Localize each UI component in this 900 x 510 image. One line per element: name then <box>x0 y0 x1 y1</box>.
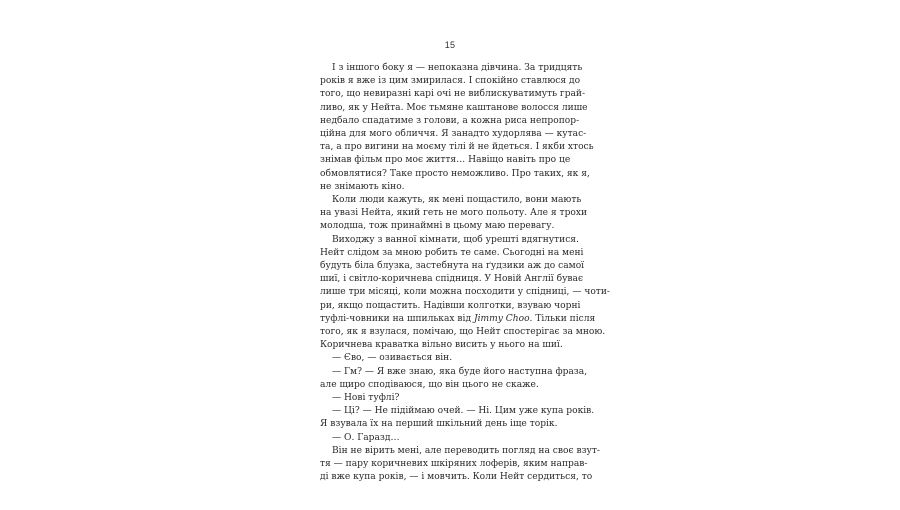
text-line: — Нові туфлі? <box>332 393 400 404</box>
text-line: але щиро сподіваюся, що він цього не скаже. <box>320 379 539 390</box>
body-text <box>320 62 610 485</box>
text-line: Коричнева краватка вільно висить у нього на шиї. <box>320 340 563 351</box>
paragraph <box>320 234 610 353</box>
text-line: того, що невиразні карі очі не виблискуватимуть грай- <box>320 89 586 100</box>
text-line: — Гм? — Я вже знаю, яка буде його наступна фраза, <box>332 366 588 377</box>
text-line: Виходжу з ванної кімнати, щоб урешті вдягнутися. <box>332 234 579 245</box>
text-line: тя — пару коричневих шкіряних лоферів, яким направ- <box>320 459 588 470</box>
text-line: знімав фільм про моє життя… Навіщо навіть про це <box>320 155 571 166</box>
text-line: ри, якщо пощастить. Надівши колготки, взуваю чорні <box>320 300 581 311</box>
text-line: та, а про вигини на моєму тілі й не йдеться. І якби хтось <box>320 142 594 153</box>
text-line: не знімають кіно. <box>320 181 405 192</box>
text-line: лише три місяці, коли можна посходити у спідниці, — чоти- <box>320 287 610 298</box>
text-line: ливо, як у Нейта. Моє тьмяне каштанове волосся лише <box>320 102 588 113</box>
text-line: І з іншого боку я — непоказна дівчина. За тридцять <box>332 63 583 73</box>
paragraph <box>320 392 560 405</box>
paragraph <box>320 62 594 194</box>
text-line: — О. Гаразд… <box>332 432 400 443</box>
text-line: років я вже із цим змирилася. І спокійно ставлюся до <box>320 76 581 87</box>
text-line: — Ці? — Не підіймаю очей. — Ні. Цим уже купа років. <box>332 406 595 417</box>
text-line: ційна для мого обличчя. Я занадто худорлява — кутас- <box>320 129 587 140</box>
text-line: Він не вірить мені, але переводить погляд на своє взут- <box>332 445 600 456</box>
paragraph <box>320 405 595 431</box>
text-line: обмовлятися? Таке просто неможливо. Про таких, як я, <box>320 168 590 179</box>
text-line: шиї, і світло-коричнева спідниця. У Новій Англії буває <box>320 274 584 285</box>
text-line: Я взувала їх на перший шкільний день іще торік. <box>320 419 558 430</box>
text-line: ді вже купа років, — і мовчить. Коли Нейт сердиться, то <box>320 472 593 483</box>
paragraph <box>320 445 600 485</box>
text-line: недбало спадатиме з голови, а кожна риса непропор- <box>320 115 580 126</box>
text-line: туфлі-човники на шпильках від Jimmy Choo. Тільки після <box>320 313 596 324</box>
paragraph <box>320 352 560 365</box>
text-line: молодша, тож принаймні в цьому маю перевагу. <box>320 221 555 232</box>
paragraph <box>320 366 588 392</box>
text-line: будуть біла блузка, застебнута на ґудзики аж до самої <box>320 261 585 272</box>
paragraph <box>320 432 560 445</box>
text-line: Коли люди кажуть, як мені пощастило, вони мають <box>332 195 582 206</box>
page-number: 15 <box>444 40 456 50</box>
text-line: Нейт слідом за мною робить те саме. Сьогодні на мені <box>320 247 584 258</box>
paragraph <box>320 194 588 234</box>
text-line: — Єво, — озивається він. <box>332 353 453 364</box>
text-line: на увазі Нейта, який геть не мого польоту. Але я трохи <box>320 208 588 219</box>
text-line: того, як я взулася, помічаю, що Нейт спостерігає за мною. <box>320 327 606 338</box>
